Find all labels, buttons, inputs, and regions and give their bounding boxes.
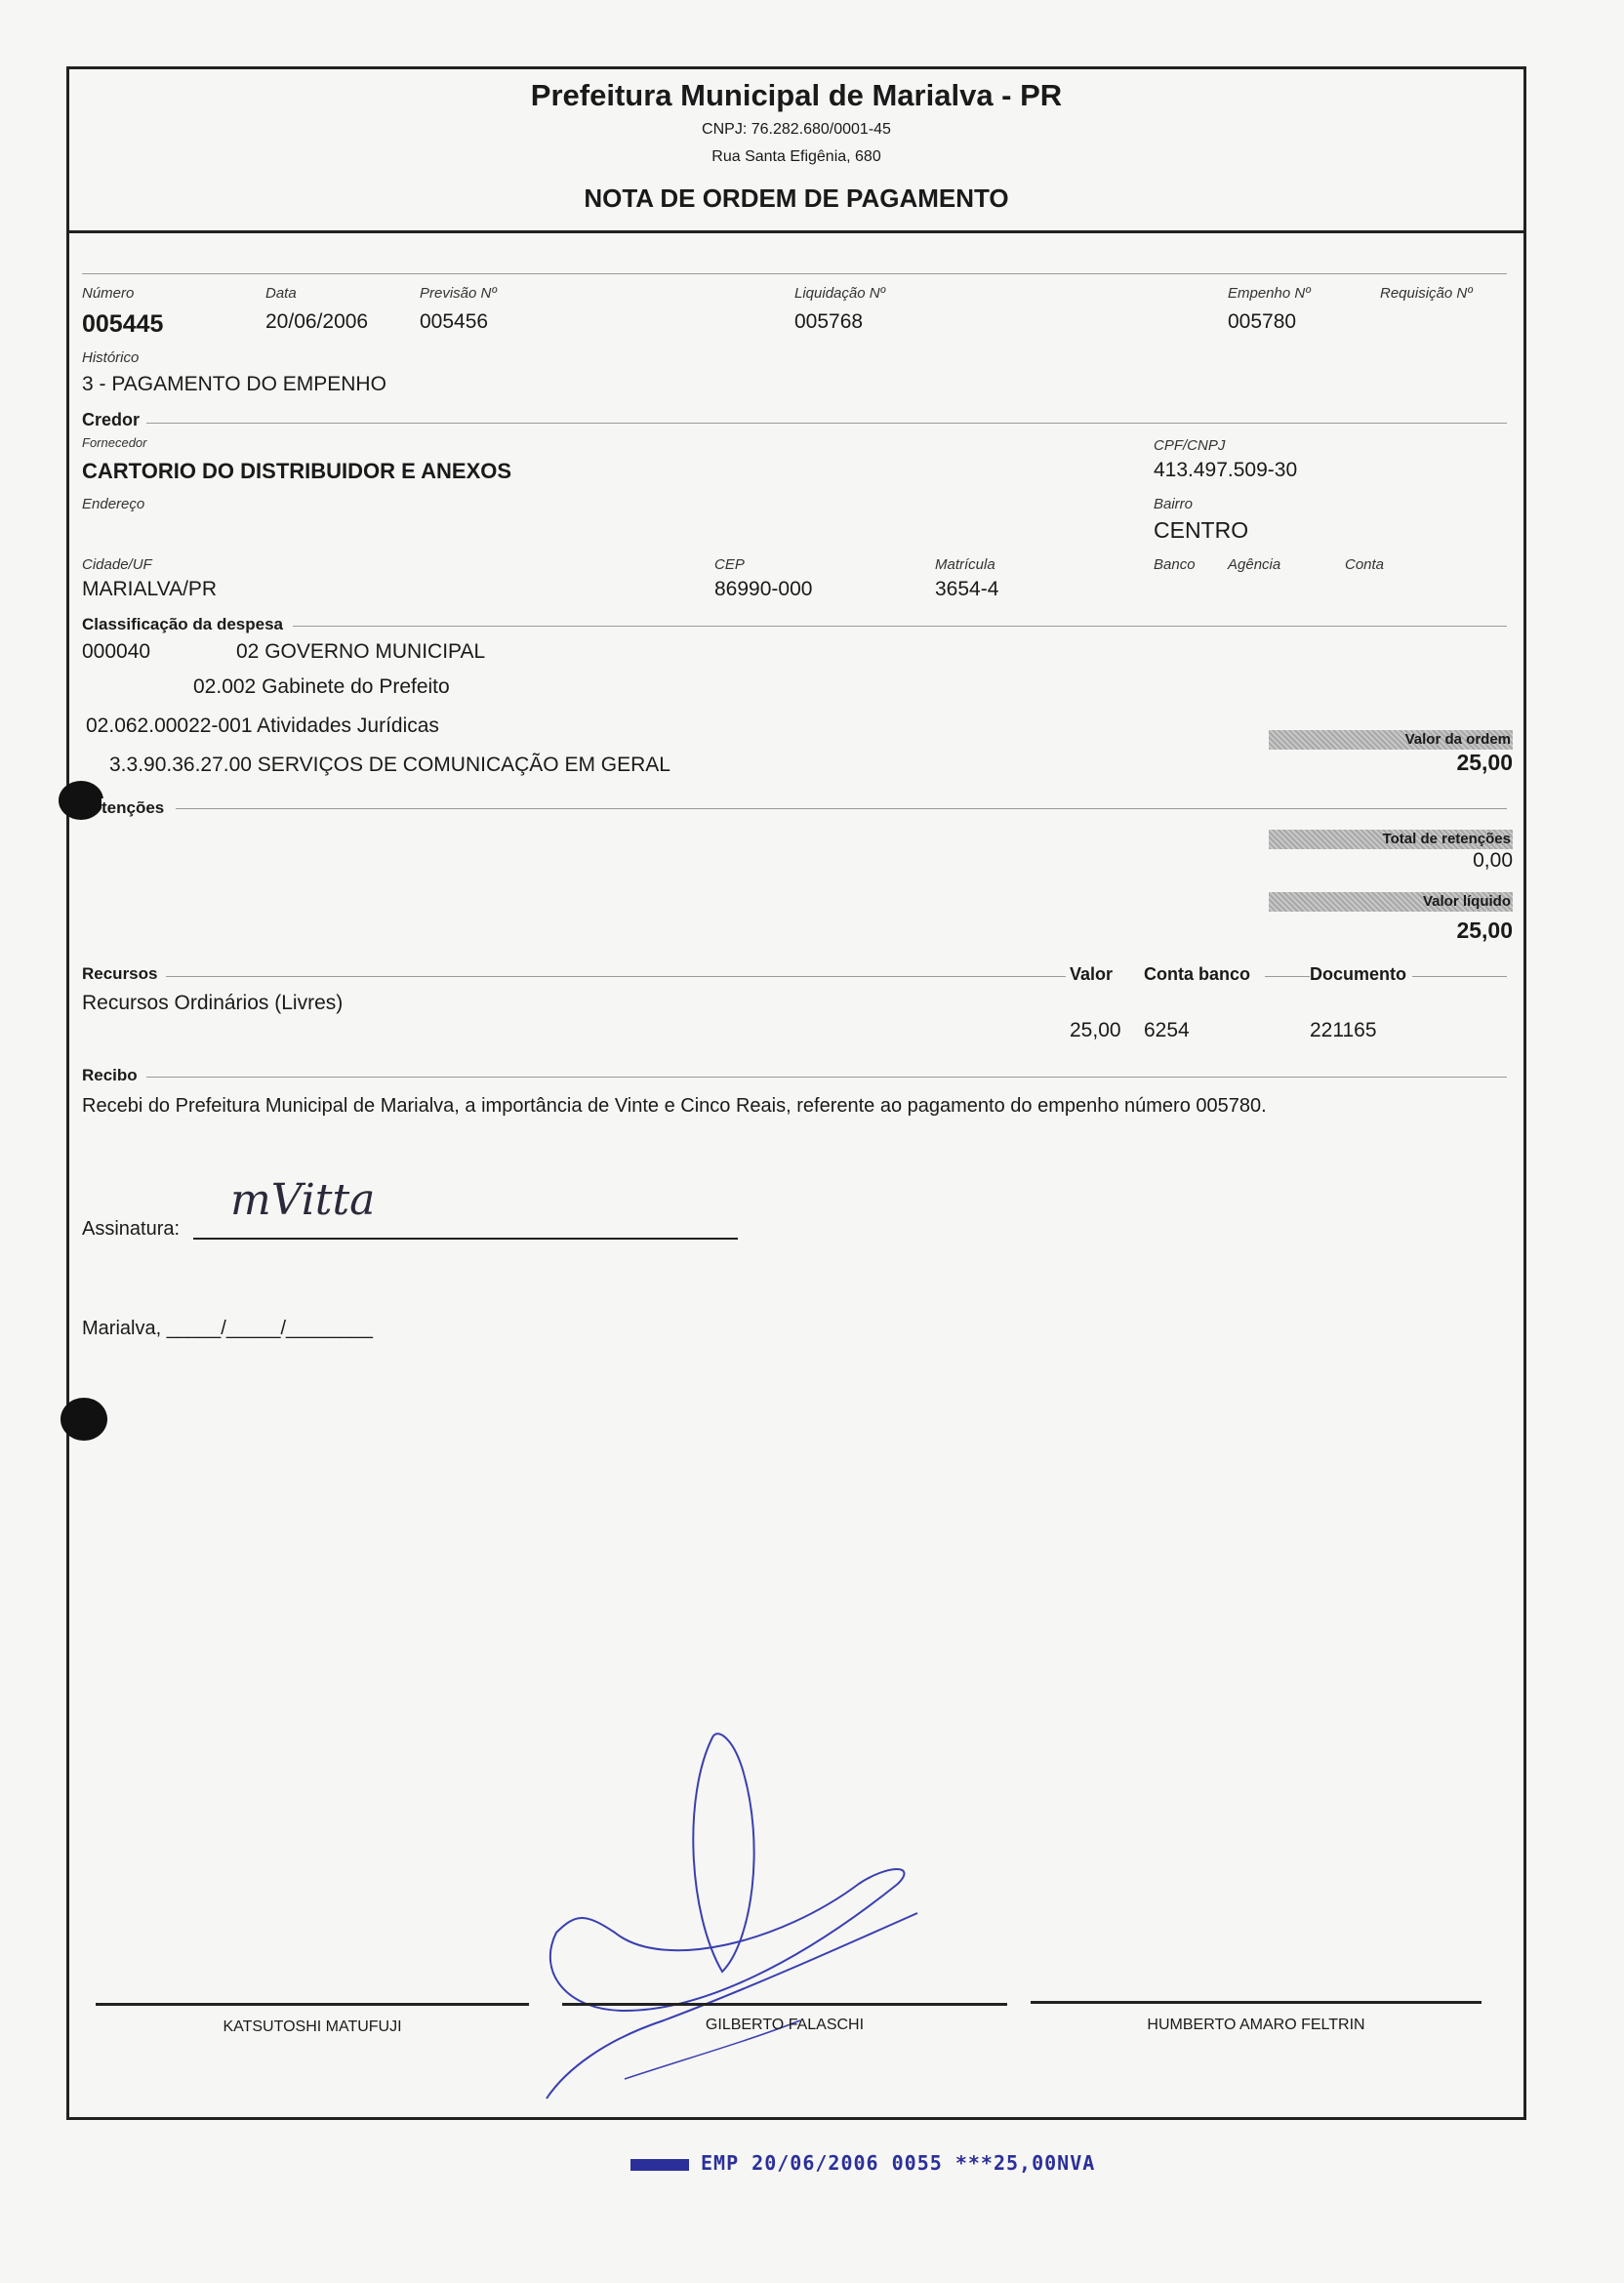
previsao-label: Previsão Nº — [420, 285, 497, 302]
endereco-label: Endereço — [82, 496, 145, 512]
assinatura-line — [193, 1238, 738, 1240]
liquidacao-label: Liquidação Nº — [794, 285, 886, 302]
bank-stamp-text: EMP 20/06/2006 0055 ***25,00NVA — [701, 2151, 1096, 2175]
recursos-rule — [166, 976, 1066, 977]
liquidacao-value: 005768 — [794, 310, 864, 333]
classificacao-unidade: 02.002 Gabinete do Prefeito — [193, 675, 450, 698]
bairro-label: Bairro — [1154, 496, 1194, 512]
retencoes-section-title: tenções — [102, 798, 170, 818]
total-retencoes-label: Total de retenções — [1269, 830, 1513, 849]
valor-ordem-label: Valor da ordem — [1269, 730, 1513, 750]
punch-hole-upper — [59, 781, 103, 820]
bank-stamp — [630, 2151, 1095, 2175]
requisicao-label: Requisição Nº — [1380, 285, 1473, 302]
recursos-documento: 221165 — [1310, 1019, 1377, 1041]
signer-3-line — [1031, 2001, 1482, 2004]
valor-liquido-label: Valor líquido — [1269, 892, 1513, 912]
signer-2-line — [562, 2003, 1007, 2006]
header-address: Rua Santa Efigênia, 680 — [711, 148, 881, 165]
banco-label: Banco — [1154, 556, 1196, 573]
empenho-label: Empenho Nº — [1228, 285, 1311, 302]
historico-label: Histórico — [82, 349, 140, 366]
conta-label: Conta — [1345, 556, 1385, 573]
fornecedor-value: CARTORIO DO DISTRIBUIDOR E ANEXOS — [82, 459, 512, 483]
empenho-value: 005780 — [1228, 310, 1297, 333]
bank-stamp-logo — [630, 2159, 689, 2171]
recursos-section-title: Recursos — [82, 964, 163, 984]
numero-value: 005445 — [82, 310, 164, 338]
bairro-value: CENTRO — [1154, 517, 1249, 543]
agencia-label: Agência — [1228, 556, 1281, 573]
recibo-section-title: Recibo — [82, 1066, 143, 1085]
header-divider — [66, 230, 1526, 233]
classificacao-section-title: Classificação da despesa — [82, 615, 289, 634]
matricula-value: 3654-4 — [935, 578, 999, 600]
page-title: Prefeitura Municipal de Marialva - PR — [530, 78, 1063, 112]
cep-label: CEP — [714, 556, 745, 573]
header-cnpj: CNPJ: 76.282.680/0001-45 — [702, 121, 891, 138]
punch-hole-lower — [61, 1398, 107, 1441]
local-data-line: Marialva, _____/_____/________ — [82, 1318, 374, 1339]
previsao-value: 005456 — [420, 310, 489, 333]
credor-section-title: Credor — [82, 410, 145, 430]
classificacao-code: 000040 — [82, 640, 151, 663]
assinatura-label: Assinatura: — [82, 1218, 181, 1240]
data-label: Data — [265, 285, 297, 302]
cidade-value: MARIALVA/PR — [82, 578, 218, 600]
signer-1-line — [96, 2003, 529, 2006]
recursos-conta-header: Conta banco — [1144, 964, 1256, 985]
cep-value: 86990-000 — [714, 578, 813, 600]
classificacao-orgao: 02 GOVERNO MUNICIPAL — [236, 640, 486, 663]
classificacao-funcional: 02.062.00022-001 Atividades Jurídicas — [86, 714, 439, 737]
matricula-label: Matrícula — [935, 556, 995, 573]
retencoes-rule — [176, 808, 1507, 809]
fornecedor-label: Fornecedor — [82, 435, 147, 450]
classificacao-elemento: 3.3.90.36.27.00 SERVIÇOS DE COMUNICAÇÃO EM GERAL — [109, 754, 670, 776]
cpf-label: CPF/CNPJ — [1154, 437, 1226, 454]
signer-2-name: GILBERTO FALASCHI — [705, 2017, 865, 2033]
recibo-text: Recebi do Prefeitura Municipal de Marialva, a importância de Vinte e Cinco Reais, referente ao pagamento do empenho número 005780. — [82, 1095, 1267, 1117]
recibo-signature: mVitta — [230, 1175, 376, 1225]
recursos-documento-header: Documento — [1310, 964, 1412, 985]
blue-ink-signature — [508, 1728, 956, 2108]
cidade-label: Cidade/UF — [82, 556, 152, 573]
recursos-descricao: Recursos Ordinários (Livres) — [82, 992, 344, 1014]
classificacao-rule — [293, 626, 1507, 627]
recursos-valor: 25,00 — [1070, 1019, 1121, 1041]
recursos-conta: 6254 — [1144, 1019, 1190, 1041]
valor-ordem-value: 25,00 — [1456, 750, 1513, 775]
recursos-valor-header: Valor — [1070, 964, 1118, 985]
total-retencoes-value: 0,00 — [1473, 849, 1513, 872]
credor-rule — [146, 423, 1507, 424]
document-title: NOTA DE ORDEM DE PAGAMENTO — [584, 183, 1009, 213]
cpf-value: 413.497.509-30 — [1154, 459, 1298, 481]
historico-value: 3 - PAGAMENTO DO EMPENHO — [82, 373, 386, 395]
ids-top-rule — [82, 273, 1507, 274]
signer-1-name: KATSUTOSHI MATUFUJI — [223, 2018, 402, 2035]
numero-label: Número — [82, 285, 135, 302]
data-value: 20/06/2006 — [265, 310, 369, 333]
recibo-rule — [146, 1077, 1507, 1078]
valor-liquido-value: 25,00 — [1456, 917, 1513, 943]
signer-3-name: HUMBERTO AMARO FELTRIN — [1147, 2017, 1365, 2033]
